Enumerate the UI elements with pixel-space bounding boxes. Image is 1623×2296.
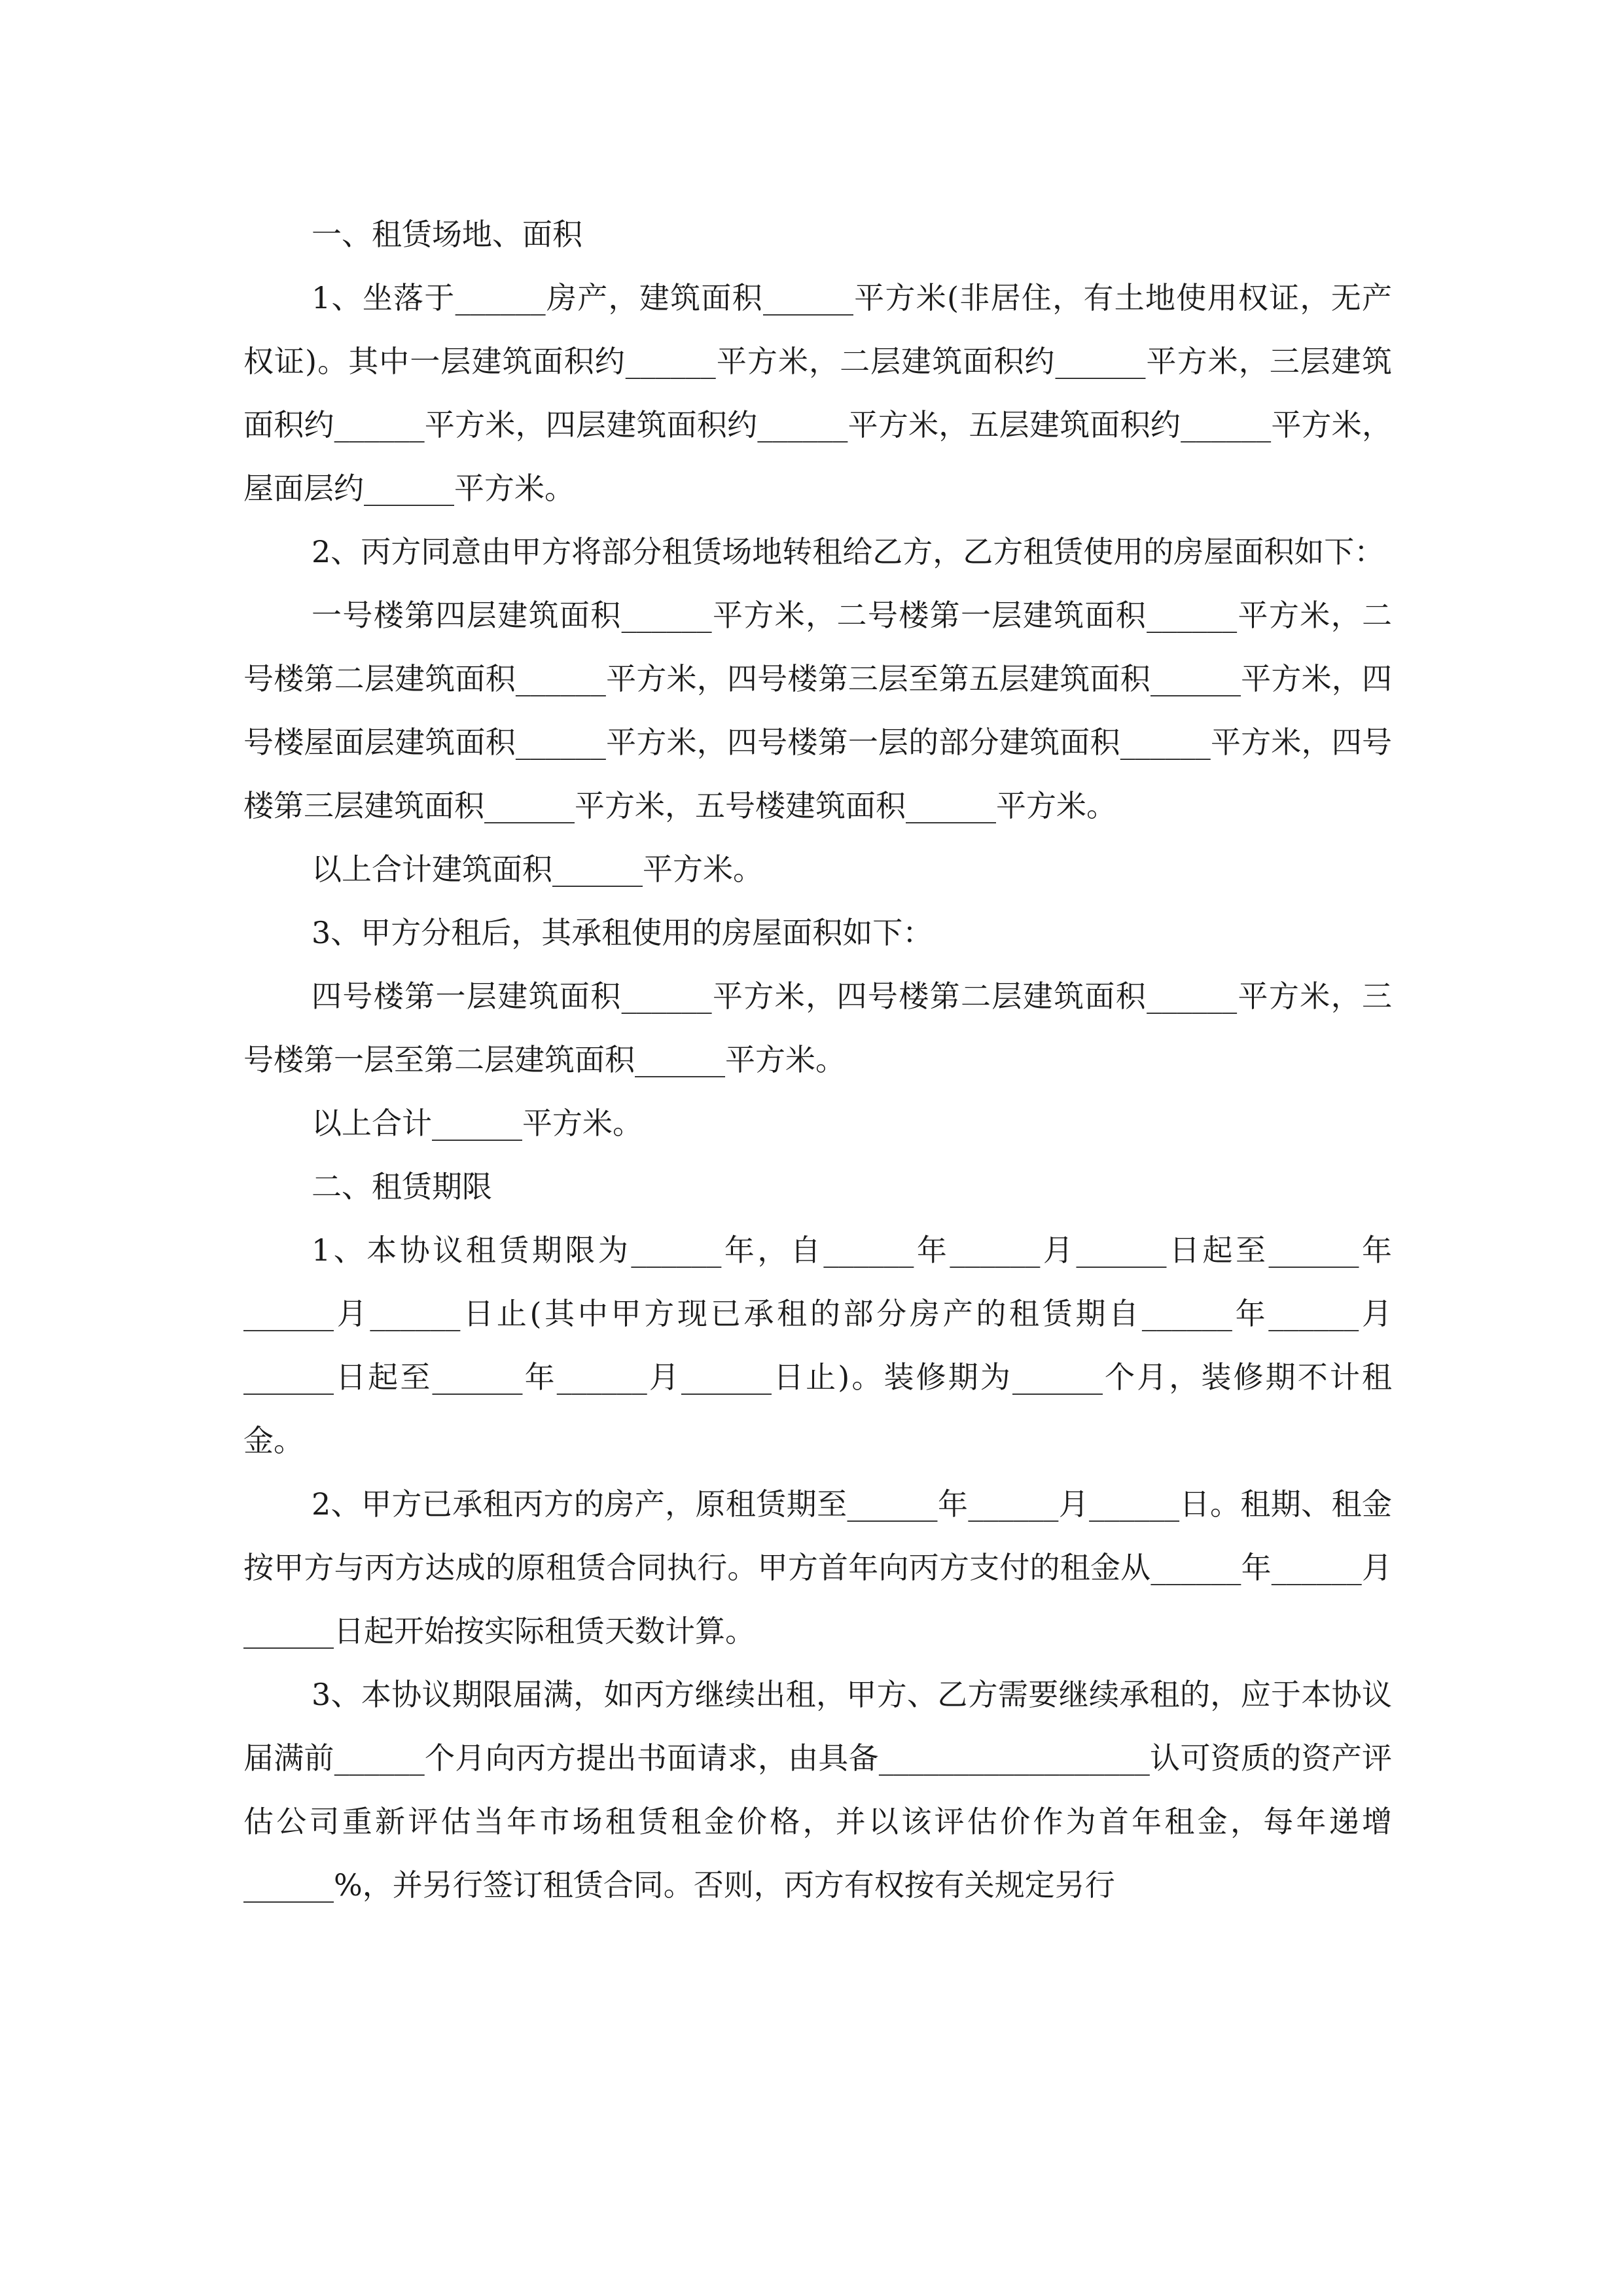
sublease-area-total: 以上合计建筑面积______平方米。 xyxy=(312,852,763,887)
party-a-area-total: 以上合计______平方米。 xyxy=(312,1105,643,1141)
section-heading-lease-term: 二、租赁期限 xyxy=(312,1169,492,1204)
document-body xyxy=(243,203,1392,1917)
clause-3-party-a-area: 3、甲方分租后，其承租使用的房屋面积如下： xyxy=(312,915,933,950)
term-clause-2: 2、甲方已承租丙方的房产，原租赁期至______年______月______日。租期、租金按甲方与丙方达成的原租赁合同执行。甲方首年向丙方支付的租金从______年______月______日起开始按实际租赁天数计算。 xyxy=(243,1486,1392,1649)
term-clause-1: 1、本协议租赁期限为______年，自______年______月______日起至______年______月______日止(其中甲方现已承租的部分房产的租赁期自______年______月______日起至______年______月______日止)。装修期为______个月，装修期不计租金。 xyxy=(243,1232,1392,1458)
clause-2-sublease: 2、丙方同意由甲方将部分租赁场地转租给乙方，乙方租赁使用的房屋面积如下： xyxy=(312,534,1385,569)
sublease-area-list: 一号楼第四层建筑面积______平方米，二号楼第一层建筑面积______平方米，二号楼第二层建筑面积______平方米，四号楼第三层至第五层建筑面积______平方米，四号楼屋面层建筑面积______平方米，四号楼第一层的部分建筑面积______平方米，四号楼第三层建筑面积______平方米，五号楼建筑面积______平方米。 xyxy=(243,598,1392,823)
section-heading-lease-site: 一、租赁场地、面积 xyxy=(312,217,582,252)
clause-1-location-area: 1、坐落于______房产，建筑面积______平方米(非居住，有土地使用权证，无产权证)。其中一层建筑面积约______平方米，二层建筑面积约______平方米，三层建筑面积约______平方米，四层建筑面积约______平方米，五层建筑面积约______平方米，屋面层约______平方米。 xyxy=(243,280,1392,506)
term-clause-3: 3、本协议期限届满，如丙方继续出租，甲方、乙方需要继续承租的，应于本协议届满前______个月向丙方提出书面请求，由具备__________________认可资质的资产评估公司重新评估当年市场租赁租金价格，并以该评估价作为首年租金，每年递增______%，并另行签订租赁合同。否则，丙方有权按有关规定另行 xyxy=(243,1677,1392,1903)
party-a-area-list: 四号楼第一层建筑面积______平方米，四号楼第二层建筑面积______平方米，三号楼第一层至第二层建筑面积______平方米。 xyxy=(243,978,1392,1077)
